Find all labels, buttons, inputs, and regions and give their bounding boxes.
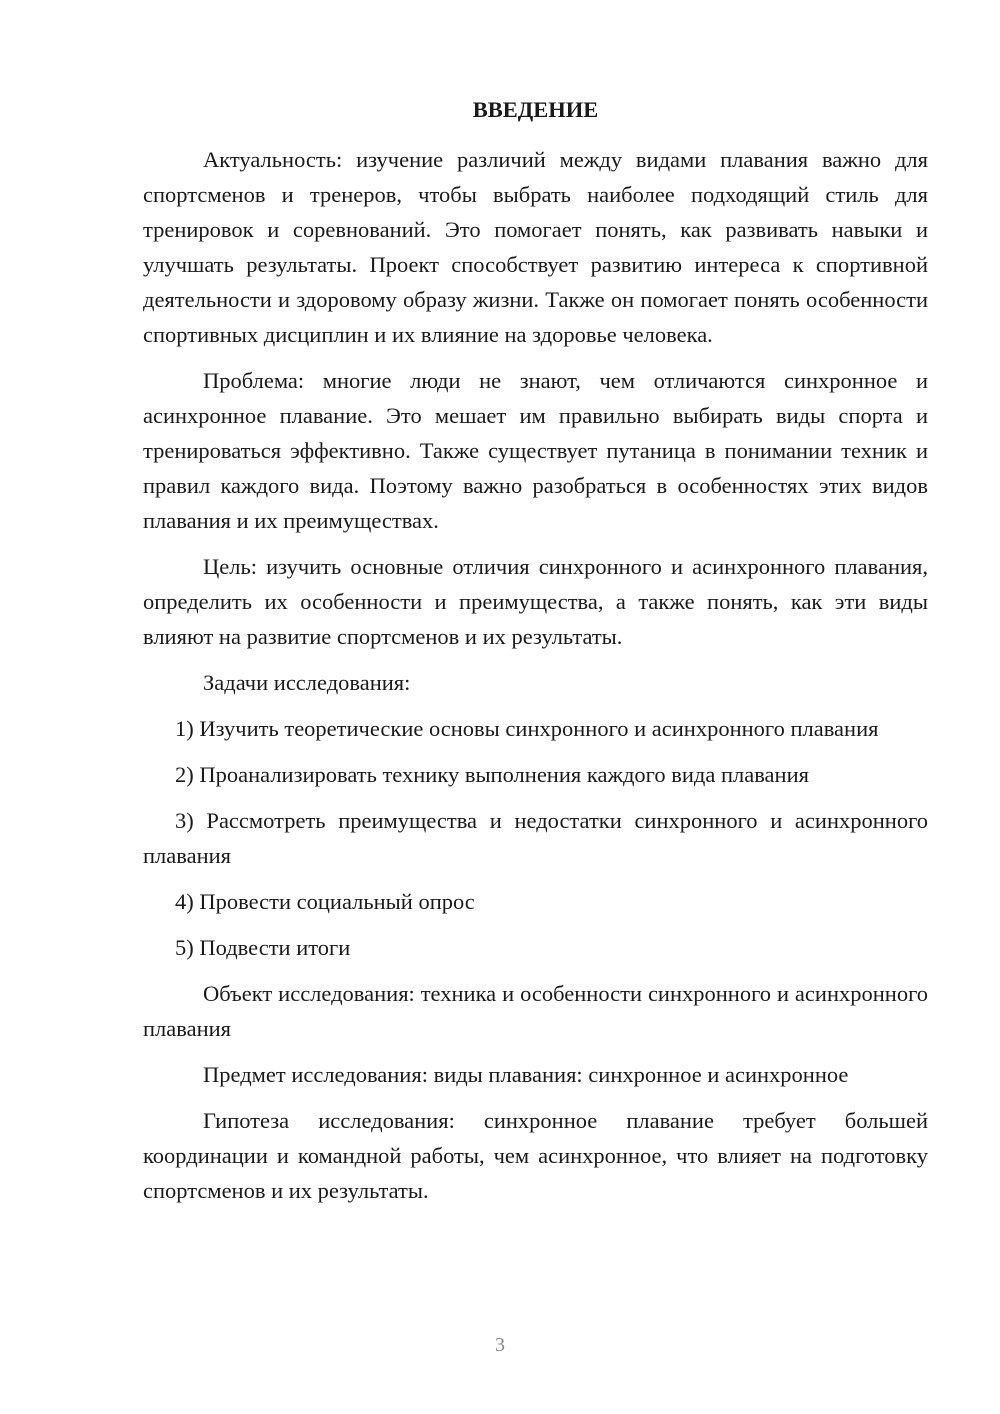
goal-paragraph: Цель: изучить основные отличия синхронного и асинхронного плавания, определить их особенности и преимущества, а также понять, как эти виды влияют на развитие спортсменов и их результаты. (143, 554, 928, 649)
task-item: 4) Провести социальный опрос (175, 889, 475, 914)
task-item: 5) Подвести итоги (175, 935, 351, 960)
task-item: 1) Изучить теоретические основы синхронного и асинхронного плавания (175, 716, 879, 741)
page-number: 3 (495, 1334, 505, 1356)
subject-paragraph: Предмет исследования: виды плавания: синхронное и асинхронное (203, 1062, 849, 1087)
object-paragraph: Объект исследования: техника и особенности синхронного и асинхронного плавания (143, 981, 928, 1041)
problem-paragraph: Проблема: многие люди не знают, чем отличаются синхронное и асинхронное плавание. Это мешает им правильно выбирать виды спорта и тренироваться эффективно. Также существует путаница в понимании техник и правил каждого вида. Поэтому важно разобраться в особенностях этих видов плавания и их преимуществах. (143, 368, 928, 533)
document-page (143, 92, 928, 1219)
tasks-list (143, 711, 928, 965)
tasks-heading: Задачи исследования: (203, 670, 411, 695)
page-title: ВВЕДЕНИЕ (472, 97, 599, 122)
task-item: 3) Рассмотреть преимущества и недостатки синхронного и асинхронного плавания (143, 808, 928, 868)
hypothesis-paragraph: Гипотеза исследования: синхронное плавание требует большей координации и командной работы, чем асинхронное, что влияет на подготовку спортсменов и их результаты. (143, 1108, 928, 1203)
relevance-paragraph: Актуальность: изучение различий между видами плавания важно для спортсменов и тренеров, чтобы выбрать наиболее подходящий стиль для тренировок и соревнований. Это помогает понять, как развивать навыки и улучшать результаты. Проект способствует развитию интереса к спортивной деятельности и здоровому образу жизни. Также он помогает понять особенности спортивных дисциплин и их влияние на здоровье человека. (143, 147, 928, 347)
task-item: 2) Проанализировать технику выполнения каждого вида плавания (175, 762, 809, 787)
